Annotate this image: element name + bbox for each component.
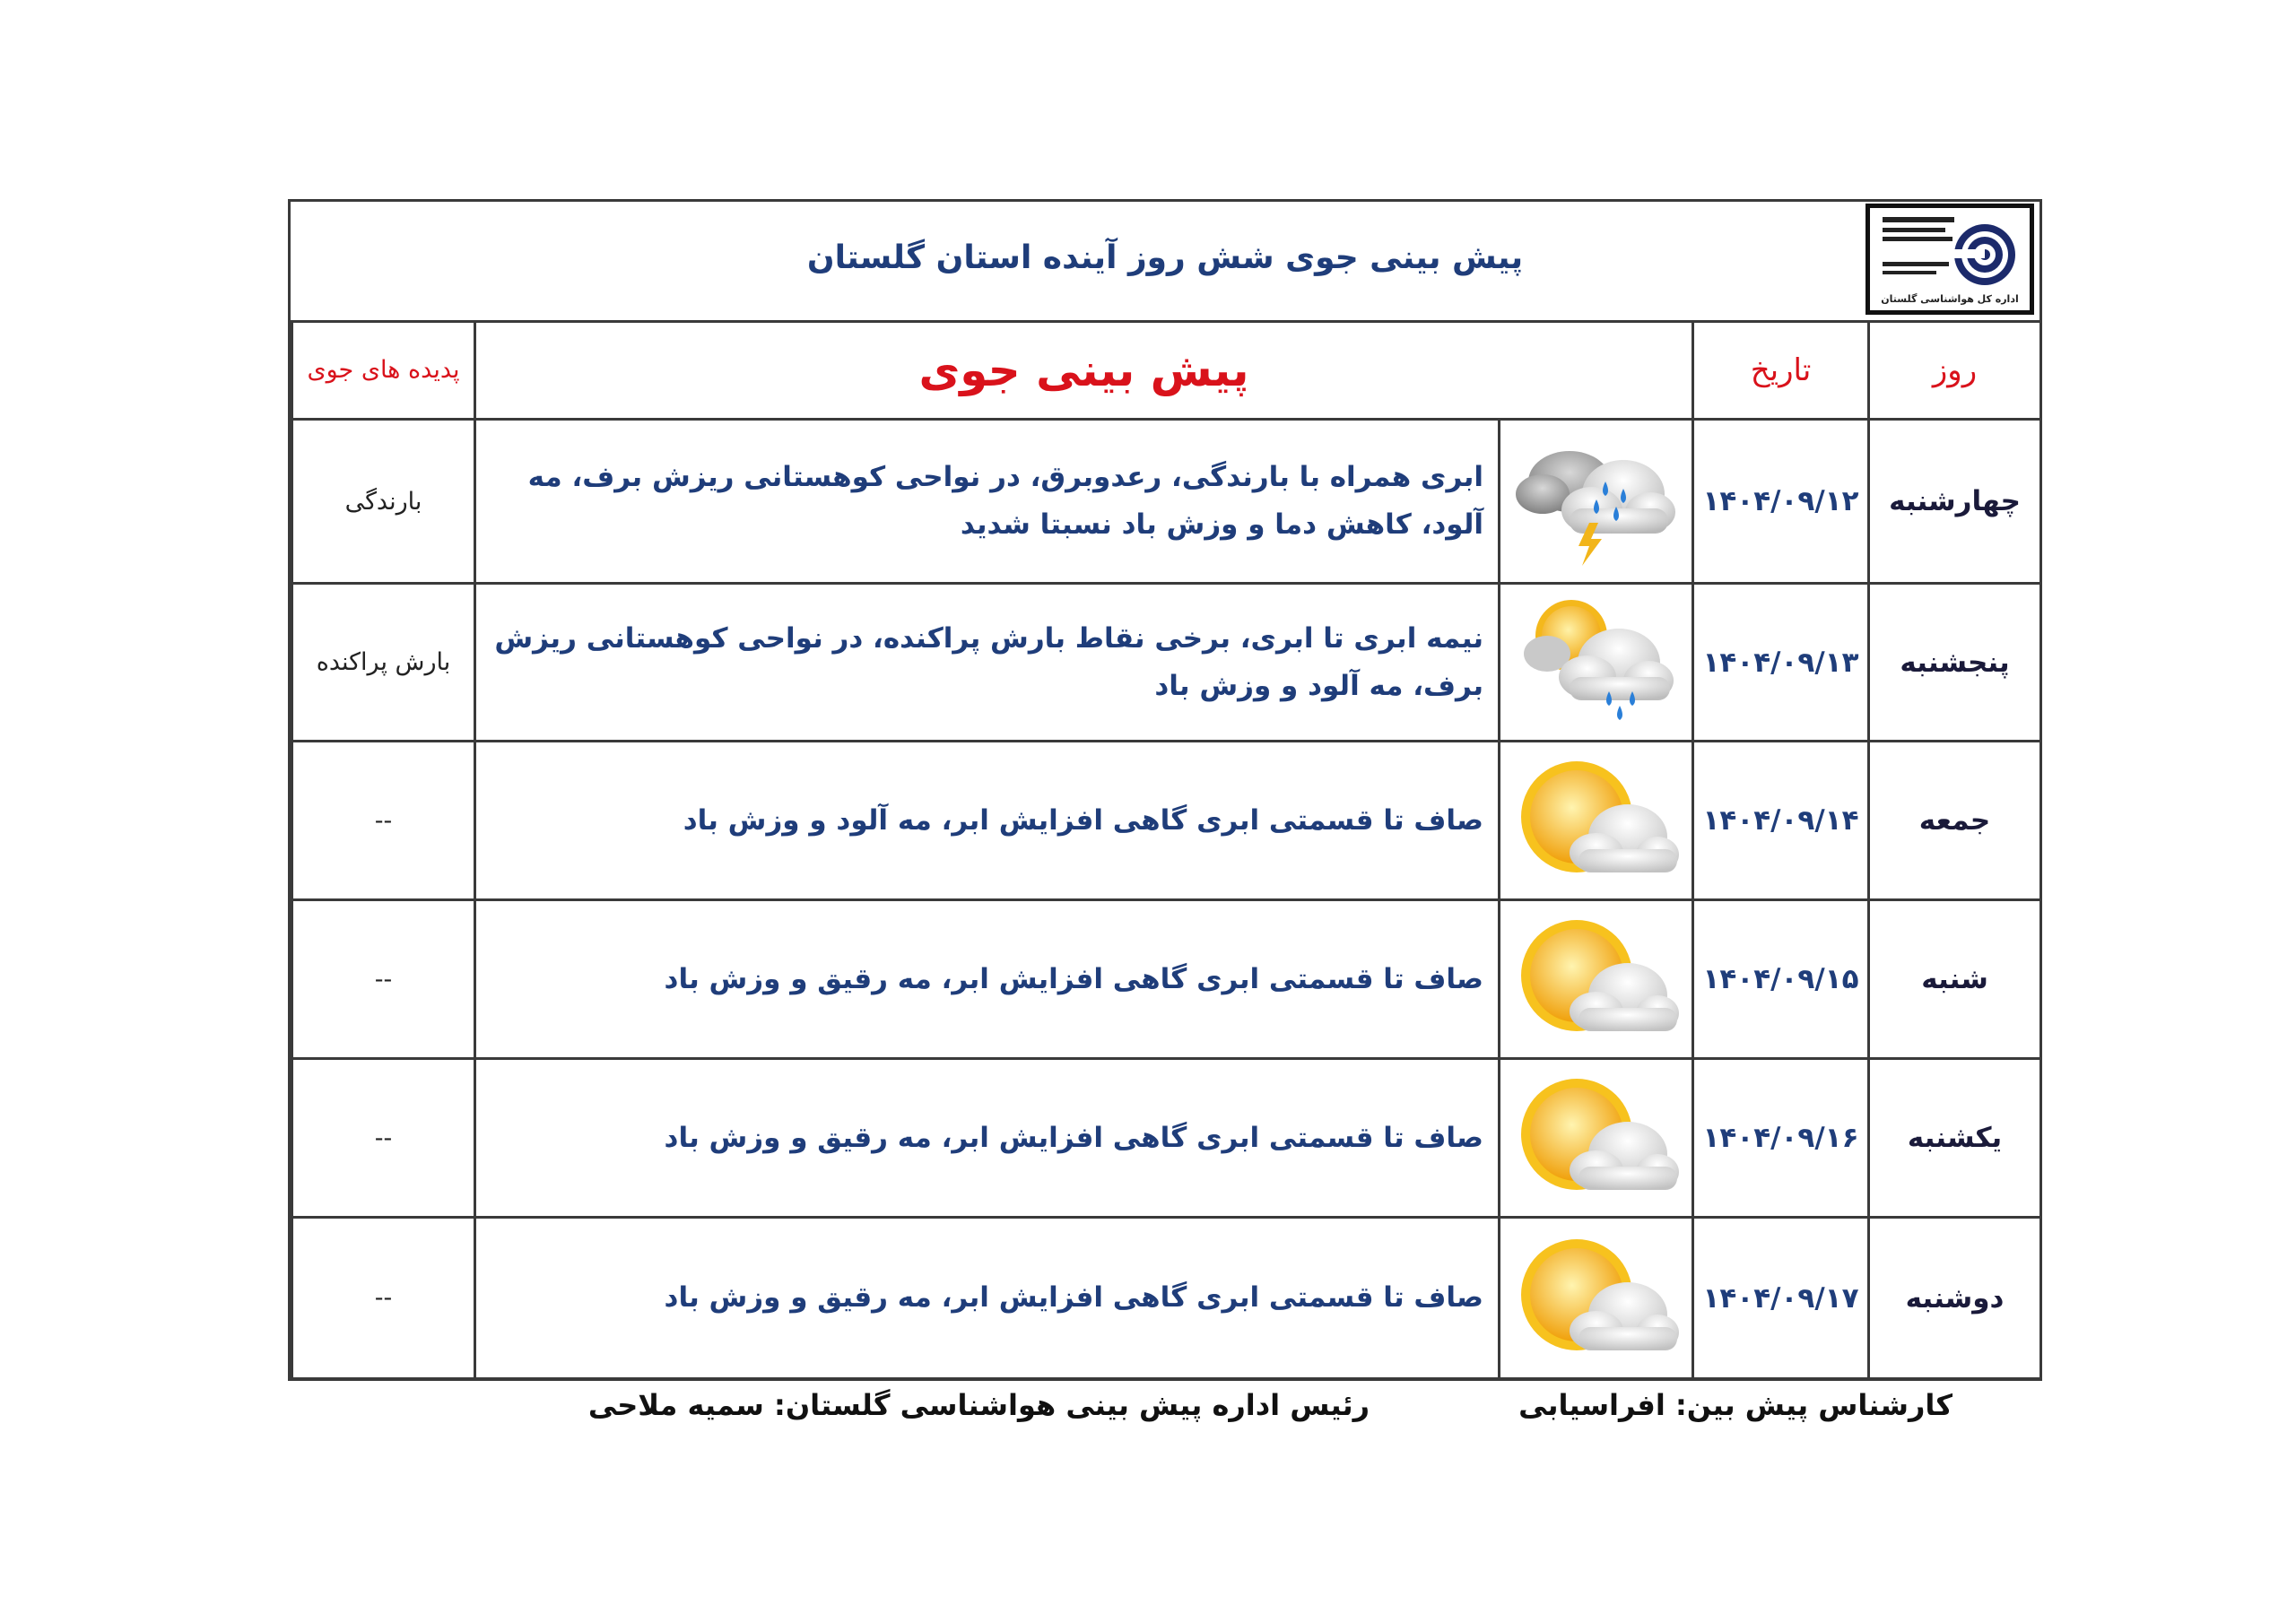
weather-icon-cell: [1500, 1218, 1693, 1379]
signatures: [288, 1388, 2042, 1442]
weather-icon-cell: [1500, 900, 1693, 1059]
day-cell: جمعه: [1869, 742, 2041, 900]
weather-icon-cell: [1500, 1059, 1693, 1218]
table-row: [292, 1059, 2041, 1218]
phenomena-cell: بارش پراکنده: [292, 584, 475, 742]
date-cell: ۱۴۰۴/۰۹/۱۷: [1693, 1218, 1869, 1379]
partly-cloudy-icon: [1507, 907, 1686, 1051]
phenomena-cell: --: [292, 900, 475, 1059]
forecaster-signature: کارشناس پیش بین: افراسیابی: [1518, 1388, 1952, 1422]
date-cell: ۱۴۰۴/۰۹/۱۵: [1693, 900, 1869, 1059]
header-date: تاریخ: [1693, 322, 1869, 420]
phenomena-cell: بارندگی: [292, 420, 475, 584]
table-row: [292, 900, 2041, 1059]
forecast-table: [291, 320, 2042, 1380]
logo-emblem-icon: [1870, 208, 2030, 294]
partly-cloudy-icon: [1507, 1227, 1686, 1370]
day-cell: یکشنبه: [1869, 1059, 2041, 1218]
day-cell: پنجشنبه: [1869, 584, 2041, 742]
forecast-text: صاف تا قسمتی ابری گاهی افزایش ابر، مه آلود و وزش باد: [475, 742, 1500, 900]
sun-cloud-rain-icon: [1507, 591, 1686, 734]
meteorological-organization-logo: [1866, 204, 2034, 315]
date-cell: ۱۴۰۴/۰۹/۱۲: [1693, 420, 1869, 584]
weather-icon-cell: [1500, 584, 1693, 742]
header-forecast: پیش بینی جوی: [475, 322, 1693, 420]
day-cell: دوشنبه: [1869, 1218, 2041, 1379]
header-day: روز: [1869, 322, 2041, 420]
table-header-row: [292, 322, 2041, 420]
date-cell: ۱۴۰۴/۰۹/۱۴: [1693, 742, 1869, 900]
title-row: [291, 202, 2039, 323]
table-row: [292, 742, 2041, 900]
phenomena-cell: --: [292, 742, 475, 900]
day-cell: شنبه: [1869, 900, 2041, 1059]
head-of-office-signature: رئیس اداره پیش بینی هواشناسی گلستان: سمیه ملاحی: [587, 1388, 1370, 1422]
page-title: پیش بینی جوی شش روز آینده استان گلستان: [806, 239, 1524, 276]
cloud-rain-thunder-icon: [1507, 430, 1686, 573]
table-row: [292, 584, 2041, 742]
weather-icon-cell: [1500, 420, 1693, 584]
forecast-text: نیمه ابری تا ابری، برخی نقاط بارش پراکنده، در نواحی کوهستانی ریزش برف، مه آلود و وزش باد: [475, 584, 1500, 742]
forecast-sheet: [288, 199, 2042, 1381]
phenomena-cell: --: [292, 1059, 475, 1218]
day-cell: چهارشنبه: [1869, 420, 2041, 584]
logo-caption: اداره کل هواشناسی گلستان: [1881, 293, 2019, 305]
phenomena-cell: --: [292, 1218, 475, 1379]
table-row: [292, 1218, 2041, 1379]
weather-icon-cell: [1500, 742, 1693, 900]
forecast-text: ابری همراه با بارندگی، رعدوبرق، در نواحی کوهستانی ریزش برف، مه آلود، کاهش دما و وزش باد نسبتا شدید: [475, 420, 1500, 584]
forecast-text: صاف تا قسمتی ابری گاهی افزایش ابر، مه رقیق و وزش باد: [475, 1059, 1500, 1218]
partly-cloudy-icon: [1507, 749, 1686, 892]
date-cell: ۱۴۰۴/۰۹/۱۶: [1693, 1059, 1869, 1218]
forecast-text: صاف تا قسمتی ابری گاهی افزایش ابر، مه رقیق و وزش باد: [475, 1218, 1500, 1379]
partly-cloudy-icon: [1507, 1066, 1686, 1210]
header-phenomena: پدیده های جوی: [292, 322, 475, 420]
date-cell: ۱۴۰۴/۰۹/۱۳: [1693, 584, 1869, 742]
table-row: [292, 420, 2041, 584]
forecast-text: صاف تا قسمتی ابری گاهی افزایش ابر، مه رقیق و وزش باد: [475, 900, 1500, 1059]
